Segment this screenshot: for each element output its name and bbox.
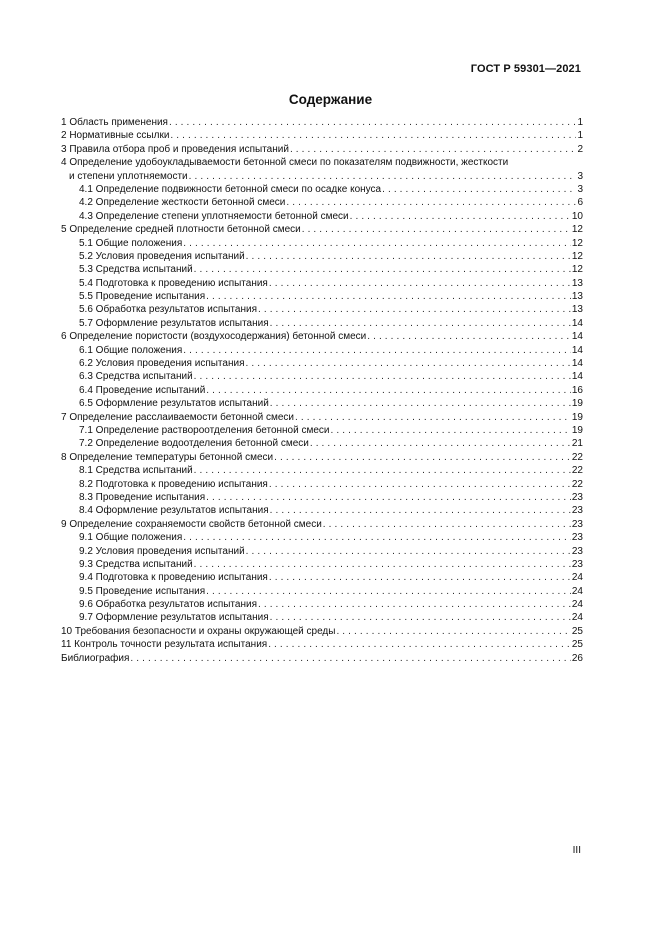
dot-leader xyxy=(382,183,576,196)
toc-entry[interactable] xyxy=(61,196,583,209)
toc-entry[interactable] xyxy=(61,585,583,598)
dot-leader xyxy=(194,558,571,571)
toc-entry-label: 7 Определение расслаиваемости бетонной смеси xyxy=(61,411,295,423)
toc-entry-label: 6.1 Общие положения xyxy=(79,344,183,356)
dot-leader xyxy=(350,210,571,223)
toc-entry-page: 25 xyxy=(571,625,583,637)
toc-entry[interactable] xyxy=(61,411,583,424)
toc-entry-label: 5.5 Проведение испытания xyxy=(79,291,206,303)
toc-entry[interactable] xyxy=(61,223,583,236)
dot-leader xyxy=(290,143,577,156)
toc-entry-page: 13 xyxy=(571,277,583,289)
toc-entry-label: 8.1 Средства испытаний xyxy=(79,465,193,477)
toc-entry-label: 9.7 Оформление результатов испытания xyxy=(79,612,269,624)
dot-leader xyxy=(268,638,571,651)
toc-entry[interactable] xyxy=(61,303,583,316)
toc-entry-page: 25 xyxy=(571,639,583,651)
toc-entry-page: 3 xyxy=(577,183,583,195)
dot-leader xyxy=(274,451,571,464)
toc-entry-label: 8 Определение температуры бетонной смеси xyxy=(61,451,274,463)
toc-entry[interactable] xyxy=(61,237,583,250)
toc-entry[interactable] xyxy=(61,357,583,370)
toc-entry[interactable] xyxy=(61,571,583,584)
toc-entry-page: 12 xyxy=(571,237,583,249)
toc-entry[interactable] xyxy=(61,210,583,223)
toc-entry[interactable] xyxy=(61,250,583,263)
toc-entry-label: 4 Определение удобоукладываемости бетонной смеси по показателям подвижности, жесткости xyxy=(61,157,509,169)
toc-entry-page: 16 xyxy=(571,384,583,396)
toc-entry[interactable] xyxy=(61,290,583,303)
toc-entry-label: 8.3 Проведение испытания xyxy=(79,491,206,503)
toc-entry-label: 6.5 Оформление результатов испытаний xyxy=(79,398,269,410)
toc-entry-label: 6.2 Условия проведения испытания xyxy=(79,358,245,370)
toc-entry-label: 5.7 Оформление результатов испытания xyxy=(79,317,269,329)
toc-entry-label: 6.4 Проведение испытаний xyxy=(79,384,206,396)
dot-leader xyxy=(286,196,576,209)
toc-entry-label: 3 Правила отбора проб и проведения испытаний xyxy=(61,143,289,155)
dot-leader xyxy=(206,290,571,303)
toc-entry-page: 24 xyxy=(571,572,583,584)
toc-entry-page: 26 xyxy=(571,652,583,664)
toc-entry-label: 2 Нормативные ссылки xyxy=(61,130,170,142)
toc-entry-page: 14 xyxy=(571,358,583,370)
toc-entry[interactable] xyxy=(61,277,583,290)
toc-entry[interactable] xyxy=(61,397,583,410)
dot-leader xyxy=(295,411,571,424)
dot-leader xyxy=(270,317,571,330)
dot-leader xyxy=(206,384,571,397)
toc-entry-page: 14 xyxy=(571,344,583,356)
toc-entry-label: 5 Определение средней плотности бетонной смеси xyxy=(61,224,301,236)
toc-entry-page: 14 xyxy=(571,331,583,343)
dot-leader xyxy=(130,652,570,665)
toc-entry[interactable] xyxy=(61,451,583,464)
toc-entry-label: 9.1 Общие положения xyxy=(79,532,183,544)
toc-entry-page: 13 xyxy=(571,291,583,303)
dot-leader xyxy=(183,344,571,357)
toc-entry-label: 7.2 Определение водоотделения бетонной смеси xyxy=(79,438,309,450)
toc-entry[interactable] xyxy=(61,531,583,544)
toc-entry-label: и степени уплотняемости xyxy=(69,170,188,182)
toc-entry[interactable] xyxy=(61,344,583,357)
toc-entry-page: 12 xyxy=(571,250,583,262)
toc-entry-label: 9.2 Условия проведения испытаний xyxy=(79,545,245,557)
toc-entry-label: 4.3 Определение степени уплотняемости бетонной смеси xyxy=(79,210,349,222)
toc-entry[interactable] xyxy=(61,478,583,491)
toc-entry-page: 12 xyxy=(571,224,583,236)
toc-entry-page: 22 xyxy=(571,478,583,490)
dot-leader xyxy=(246,250,571,263)
toc-entry-label: 9.3 Средства испытаний xyxy=(79,558,193,570)
toc-entry-label: 4.2 Определение жесткости бетонной смеси xyxy=(79,197,286,209)
toc-entry[interactable] xyxy=(61,491,583,504)
toc-entry[interactable] xyxy=(61,625,583,638)
table-of-contents xyxy=(61,116,583,665)
dot-leader xyxy=(270,397,571,410)
toc-entry-page: 14 xyxy=(571,371,583,383)
toc-entry[interactable] xyxy=(61,143,583,156)
toc-entry[interactable] xyxy=(61,638,583,651)
toc-entry-label: 5.6 Обработка результатов испытания xyxy=(79,304,257,316)
toc-entry[interactable] xyxy=(61,330,583,343)
toc-entry-page: 10 xyxy=(571,210,583,222)
toc-entry-label: 5.2 Условия проведения испытаний xyxy=(79,250,245,262)
toc-entry-label: 7.1 Определение раствороотделения бетонной смеси xyxy=(79,424,330,436)
document-number: ГОСТ Р 59301—2021 xyxy=(470,63,581,75)
toc-entry[interactable] xyxy=(61,518,583,531)
toc-entry-label: 4.1 Определение подвижности бетонной смеси по осадке конуса xyxy=(79,183,382,195)
toc-entry-page: 14 xyxy=(571,317,583,329)
page-title: Содержание xyxy=(288,92,373,107)
toc-entry-label: 11 Контроль точности результата испытания xyxy=(61,639,268,651)
toc-entry[interactable] xyxy=(61,545,583,558)
toc-entry-page: 19 xyxy=(571,398,583,410)
toc-entry-label: 5.3 Средства испытаний xyxy=(79,264,193,276)
dot-leader xyxy=(269,571,571,584)
dot-leader xyxy=(194,370,571,383)
toc-entry-page: 1 xyxy=(577,130,583,142)
toc-entry-page: 22 xyxy=(571,451,583,463)
dot-leader xyxy=(269,478,571,491)
toc-entry-page: 23 xyxy=(571,518,583,530)
toc-entry-page: 24 xyxy=(571,612,583,624)
dot-leader xyxy=(367,330,571,343)
toc-entry[interactable] xyxy=(61,504,583,517)
toc-entry-label: 9.5 Проведение испытания xyxy=(79,585,206,597)
dot-leader xyxy=(183,531,571,544)
dot-leader xyxy=(246,545,571,558)
toc-entry[interactable] xyxy=(61,598,583,611)
dot-leader xyxy=(169,116,576,129)
dot-leader xyxy=(206,585,571,598)
toc-entry[interactable] xyxy=(61,183,583,196)
toc-entry[interactable] xyxy=(61,558,583,571)
dot-leader xyxy=(194,464,571,477)
toc-entry-page: 23 xyxy=(571,505,583,517)
toc-entry-page: 23 xyxy=(571,532,583,544)
toc-entry-page: 3 xyxy=(577,170,583,182)
toc-entry[interactable] xyxy=(61,116,583,129)
toc-entry-label: 6.3 Средства испытаний xyxy=(79,371,193,383)
toc-entry-page: 23 xyxy=(571,491,583,503)
dot-leader xyxy=(245,357,570,370)
toc-entry-page: 6 xyxy=(577,197,583,209)
toc-entry-page: 12 xyxy=(571,264,583,276)
dot-leader xyxy=(258,598,571,611)
toc-entry[interactable] xyxy=(61,156,583,169)
dot-leader xyxy=(270,611,571,624)
toc-entry-label: Библиография xyxy=(61,652,130,664)
dot-leader xyxy=(183,237,571,250)
toc-entry-label: 10 Требования безопасности и охраны окружающей среды xyxy=(61,625,336,637)
toc-entry[interactable] xyxy=(61,424,583,437)
dot-leader xyxy=(194,263,571,276)
toc-entry[interactable] xyxy=(61,170,583,183)
toc-entry-page: 1 xyxy=(577,117,583,128)
toc-entry-label: 9.6 Обработка результатов испытания xyxy=(79,599,257,611)
toc-entry[interactable] xyxy=(61,317,583,330)
toc-entry-page: 19 xyxy=(571,411,583,423)
toc-entry[interactable] xyxy=(61,652,583,665)
dot-leader xyxy=(331,424,571,437)
dot-leader xyxy=(258,303,571,316)
toc-entry-page: 2 xyxy=(577,143,583,155)
toc-entry-label: 1 Область применения xyxy=(61,117,168,128)
toc-entry[interactable] xyxy=(61,464,583,477)
toc-entry-label: 8.4 Оформление результатов испытания xyxy=(79,505,269,517)
toc-entry-page: 23 xyxy=(571,545,583,557)
dot-leader xyxy=(323,518,571,531)
toc-entry-page: 13 xyxy=(571,304,583,316)
dot-leader xyxy=(206,491,571,504)
toc-entry[interactable] xyxy=(61,611,583,624)
dot-leader xyxy=(336,625,570,638)
page-number: III xyxy=(572,845,581,856)
dot-leader xyxy=(310,437,571,450)
toc-entry-page: 24 xyxy=(571,585,583,597)
dot-leader xyxy=(302,223,571,236)
toc-entry-page: 24 xyxy=(571,599,583,611)
toc-entry-page: 19 xyxy=(571,424,583,436)
dot-leader xyxy=(189,170,577,183)
toc-entry-page: 22 xyxy=(571,465,583,477)
toc-entry[interactable] xyxy=(61,384,583,397)
toc-entry-page: 21 xyxy=(571,438,583,450)
toc-entry-label: 8.2 Подготовка к проведению испытания xyxy=(79,478,268,490)
dot-leader xyxy=(170,129,576,142)
dot-leader xyxy=(269,277,571,290)
toc-entry[interactable] xyxy=(61,370,583,383)
toc-entry[interactable] xyxy=(61,437,583,450)
toc-entry[interactable] xyxy=(61,129,583,142)
toc-entry[interactable] xyxy=(61,263,583,276)
toc-entry-label: 5.1 Общие положения xyxy=(79,237,183,249)
toc-entry-label: 9 Определение сохраняемости свойств бетонной смеси xyxy=(61,518,322,530)
toc-entry-label: 9.4 Подготовка к проведению испытания xyxy=(79,572,268,584)
toc-entry-label: 5.4 Подготовка к проведению испытания xyxy=(79,277,268,289)
toc-entry-label: 6 Определение пористости (воздухосодержания) бетонной смеси xyxy=(61,331,367,343)
dot-leader xyxy=(270,504,571,517)
toc-entry-page: 23 xyxy=(571,558,583,570)
